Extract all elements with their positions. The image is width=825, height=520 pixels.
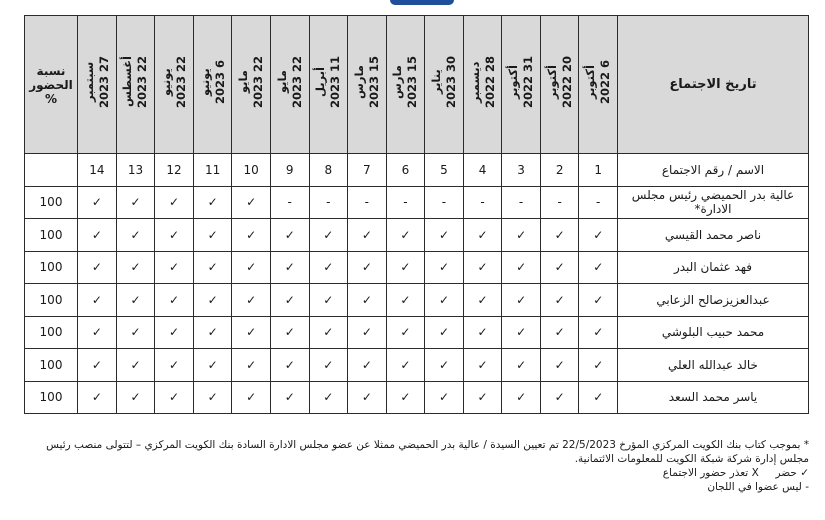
footnotes	[24, 438, 809, 494]
attendance-cell: -	[309, 186, 348, 219]
attendance-cell: ✓	[502, 381, 541, 414]
attendance-cell: ✓	[502, 316, 541, 349]
attendance-cell: ✓	[78, 284, 117, 317]
member-name: ياسر محمد السعد	[618, 381, 809, 414]
attendance-cell: ✓	[155, 219, 194, 252]
attendance-cell: ✓	[155, 349, 194, 382]
attendance-cell: ✓	[540, 381, 579, 414]
attendance-pct: 100	[25, 284, 78, 317]
attendance-cell: ✓	[270, 284, 309, 317]
attendance-cell: ✓	[116, 381, 155, 414]
meeting-number: 10	[232, 154, 271, 187]
member-row	[25, 251, 809, 284]
meeting-number: 4	[463, 154, 502, 187]
attendance-cell: ✓	[540, 284, 579, 317]
meeting-number: 2	[540, 154, 579, 187]
member-name: خالد عبدالله العلي	[618, 349, 809, 382]
attendance-cell: ✓	[232, 349, 271, 382]
attendance-cell: -	[579, 186, 618, 219]
attendance-cell: ✓	[502, 251, 541, 284]
attendance-cell: ✓	[386, 316, 425, 349]
attendance-cell: ✓	[309, 349, 348, 382]
member-row	[25, 316, 809, 349]
attendance-cell: ✓	[463, 349, 502, 382]
header-meeting-13: أغسطس 22 2023	[116, 16, 155, 154]
member-name: عالية بدر الحميضي رئيس مجلس الادارة*	[618, 186, 809, 219]
meeting-number: 8	[309, 154, 348, 187]
attendance-cell: ✓	[579, 316, 618, 349]
attendance-pct: 100	[25, 381, 78, 414]
attendance-cell: ✓	[425, 284, 464, 317]
header-meeting-14: سبتمبر 27 2023	[78, 16, 117, 154]
attendance-cell: ✓	[116, 219, 155, 252]
meeting-number: 12	[155, 154, 194, 187]
attendance-cell: ✓	[78, 219, 117, 252]
attendance-cell: ✓	[502, 349, 541, 382]
meeting-number: 13	[116, 154, 155, 187]
attendance-cell: ✓	[155, 381, 194, 414]
attendance-cell: ✓	[116, 316, 155, 349]
attendance-cell: ✓	[232, 284, 271, 317]
attendance-cell: ✓	[116, 349, 155, 382]
header-meeting-1: أكتوبر 6 2022	[579, 16, 618, 154]
attendance-cell: ✓	[463, 381, 502, 414]
member-row	[25, 381, 809, 414]
member-name: فهد عثمان البدر	[618, 251, 809, 284]
meeting-number: 6	[386, 154, 425, 187]
attendance-cell: ✓	[502, 284, 541, 317]
attendance-cell: -	[463, 186, 502, 219]
meeting-number: 5	[425, 154, 464, 187]
pct-empty	[25, 154, 78, 187]
attendance-cell: ✓	[193, 349, 232, 382]
meeting-number: 3	[502, 154, 541, 187]
attendance-cell: ✓	[425, 219, 464, 252]
attendance-cell: ✓	[425, 316, 464, 349]
attendance-cell: ✓	[155, 251, 194, 284]
attendance-cell: ✓	[270, 316, 309, 349]
attendance-cell: ✓	[78, 251, 117, 284]
attendance-cell: ✓	[348, 381, 387, 414]
attendance-cell: ✓	[78, 316, 117, 349]
top-accent-bar	[390, 0, 454, 5]
attendance-cell: ✓	[540, 219, 579, 252]
header-meeting-7: مارس 15 2023	[348, 16, 387, 154]
attendance-cell: ✓	[348, 349, 387, 382]
meeting-number: 9	[270, 154, 309, 187]
attendance-pct: 100	[25, 186, 78, 219]
attendance-cell: -	[425, 186, 464, 219]
attendance-cell: ✓	[540, 251, 579, 284]
attendance-cell: -	[270, 186, 309, 219]
attendance-cell: ✓	[579, 219, 618, 252]
row-label: الاسم / رقم الاجتماع	[618, 154, 809, 187]
attendance-cell: ✓	[232, 381, 271, 414]
meeting-number-row	[25, 154, 809, 187]
member-name: محمد حبيب البلوشي	[618, 316, 809, 349]
attendance-cell: ✓	[116, 251, 155, 284]
header-meeting-11: يونيو 6 2023	[193, 16, 232, 154]
attendance-cell: ✓	[270, 349, 309, 382]
attendance-cell: ✓	[348, 316, 387, 349]
attendance-cell: ✓	[425, 251, 464, 284]
attendance-cell: -	[540, 186, 579, 219]
meeting-number: 14	[78, 154, 117, 187]
attendance-cell: ✓	[232, 316, 271, 349]
attendance-cell: ✓	[540, 349, 579, 382]
attendance-cell: ✓	[116, 186, 155, 219]
attendance-cell: ✓	[463, 284, 502, 317]
attendance-cell: ✓	[579, 284, 618, 317]
attendance-cell: ✓	[193, 251, 232, 284]
attendance-cell: ✓	[425, 381, 464, 414]
header-meeting-2: أكتوبر 20 2022	[540, 16, 579, 154]
footnote-text: * بموجب كتاب بنك الكويت المركزي المؤرخ 22/5/2023 تم تعيين السيدة / عالية بدر الحميضي ممثلا عن عضو مجلس الادارة السادة بنك الكويت المركزي – لتتولى منصب رئيس مجلس إدارة شركة شبكة الكويت للمعلومات الائتمانية.	[46, 439, 809, 465]
attendance-cell: ✓	[386, 349, 425, 382]
header-meeting-3: أكتوبر 31 2022	[502, 16, 541, 154]
header-meeting-8: أبريل 11 2023	[309, 16, 348, 154]
attendance-cell: ✓	[270, 381, 309, 414]
attendance-cell: ✓	[155, 186, 194, 219]
legend-present: ✓ حضر	[775, 467, 809, 479]
attendance-table	[24, 15, 809, 414]
member-row	[25, 186, 809, 219]
header-meeting-5: يناير 30 2023	[425, 16, 464, 154]
attendance-cell: ✓	[386, 251, 425, 284]
attendance-cell: ✓	[78, 186, 117, 219]
attendance-cell: ✓	[193, 219, 232, 252]
attendance-cell: ✓	[232, 251, 271, 284]
header-attendance-pct: نسبة الحضور %	[25, 16, 78, 154]
member-row	[25, 284, 809, 317]
attendance-cell: ✓	[425, 349, 464, 382]
attendance-cell: -	[348, 186, 387, 219]
attendance-pct: 100	[25, 219, 78, 252]
attendance-cell: ✓	[386, 284, 425, 317]
attendance-cell: ✓	[386, 381, 425, 414]
attendance-cell: ✓	[193, 316, 232, 349]
attendance-cell: ✓	[155, 284, 194, 317]
attendance-cell: ✓	[309, 381, 348, 414]
attendance-cell: ✓	[309, 219, 348, 252]
attendance-cell: ✓	[193, 381, 232, 414]
header-meeting-9: مايو 22 2023	[270, 16, 309, 154]
attendance-cell: ✓	[270, 219, 309, 252]
attendance-cell: ✓	[78, 381, 117, 414]
header-meeting-6: مارس 15 2023	[386, 16, 425, 154]
attendance-cell: ✓	[540, 316, 579, 349]
member-row	[25, 219, 809, 252]
header-meeting-10: مايو 22 2023	[232, 16, 271, 154]
attendance-pct: 100	[25, 251, 78, 284]
attendance-cell: ✓	[348, 251, 387, 284]
attendance-pct: 100	[25, 349, 78, 382]
meeting-number: 11	[193, 154, 232, 187]
attendance-cell: ✓	[232, 186, 271, 219]
member-row	[25, 349, 809, 382]
header-meeting-12: يونيو 22 2023	[155, 16, 194, 154]
attendance-cell: ✓	[309, 316, 348, 349]
member-name: ناصر محمد القيسي	[618, 219, 809, 252]
header-meeting-date: تاريخ الاجتماع	[618, 16, 809, 154]
member-name: عبدالعزيزصالح الزعابي	[618, 284, 809, 317]
legend-absent: X تعذر حضور الاجتماع	[662, 467, 759, 479]
attendance-cell: ✓	[463, 316, 502, 349]
attendance-pct: 100	[25, 316, 78, 349]
attendance-cell: -	[502, 186, 541, 219]
attendance-cell: ✓	[232, 219, 271, 252]
attendance-cell: ✓	[579, 381, 618, 414]
header-row	[25, 16, 809, 154]
attendance-cell: ✓	[270, 251, 309, 284]
attendance-cell: ✓	[579, 251, 618, 284]
attendance-cell: ✓	[155, 316, 194, 349]
legend-not-member: - ليس عضوا في اللجان	[707, 481, 809, 493]
attendance-cell: ✓	[309, 284, 348, 317]
attendance-cell: ✓	[502, 219, 541, 252]
attendance-cell: ✓	[309, 251, 348, 284]
meeting-number: 7	[348, 154, 387, 187]
attendance-cell: ✓	[463, 219, 502, 252]
attendance-cell: ✓	[193, 284, 232, 317]
attendance-cell: ✓	[348, 284, 387, 317]
attendance-cell: ✓	[463, 251, 502, 284]
header-meeting-4: ديسمبر 28 2022	[463, 16, 502, 154]
attendance-cell: ✓	[579, 349, 618, 382]
attendance-cell: -	[386, 186, 425, 219]
attendance-cell: ✓	[386, 219, 425, 252]
meeting-number: 1	[579, 154, 618, 187]
attendance-cell: ✓	[116, 284, 155, 317]
attendance-cell: ✓	[193, 186, 232, 219]
attendance-cell: ✓	[348, 219, 387, 252]
legend-present-absent	[24, 466, 809, 480]
attendance-cell: ✓	[78, 349, 117, 382]
